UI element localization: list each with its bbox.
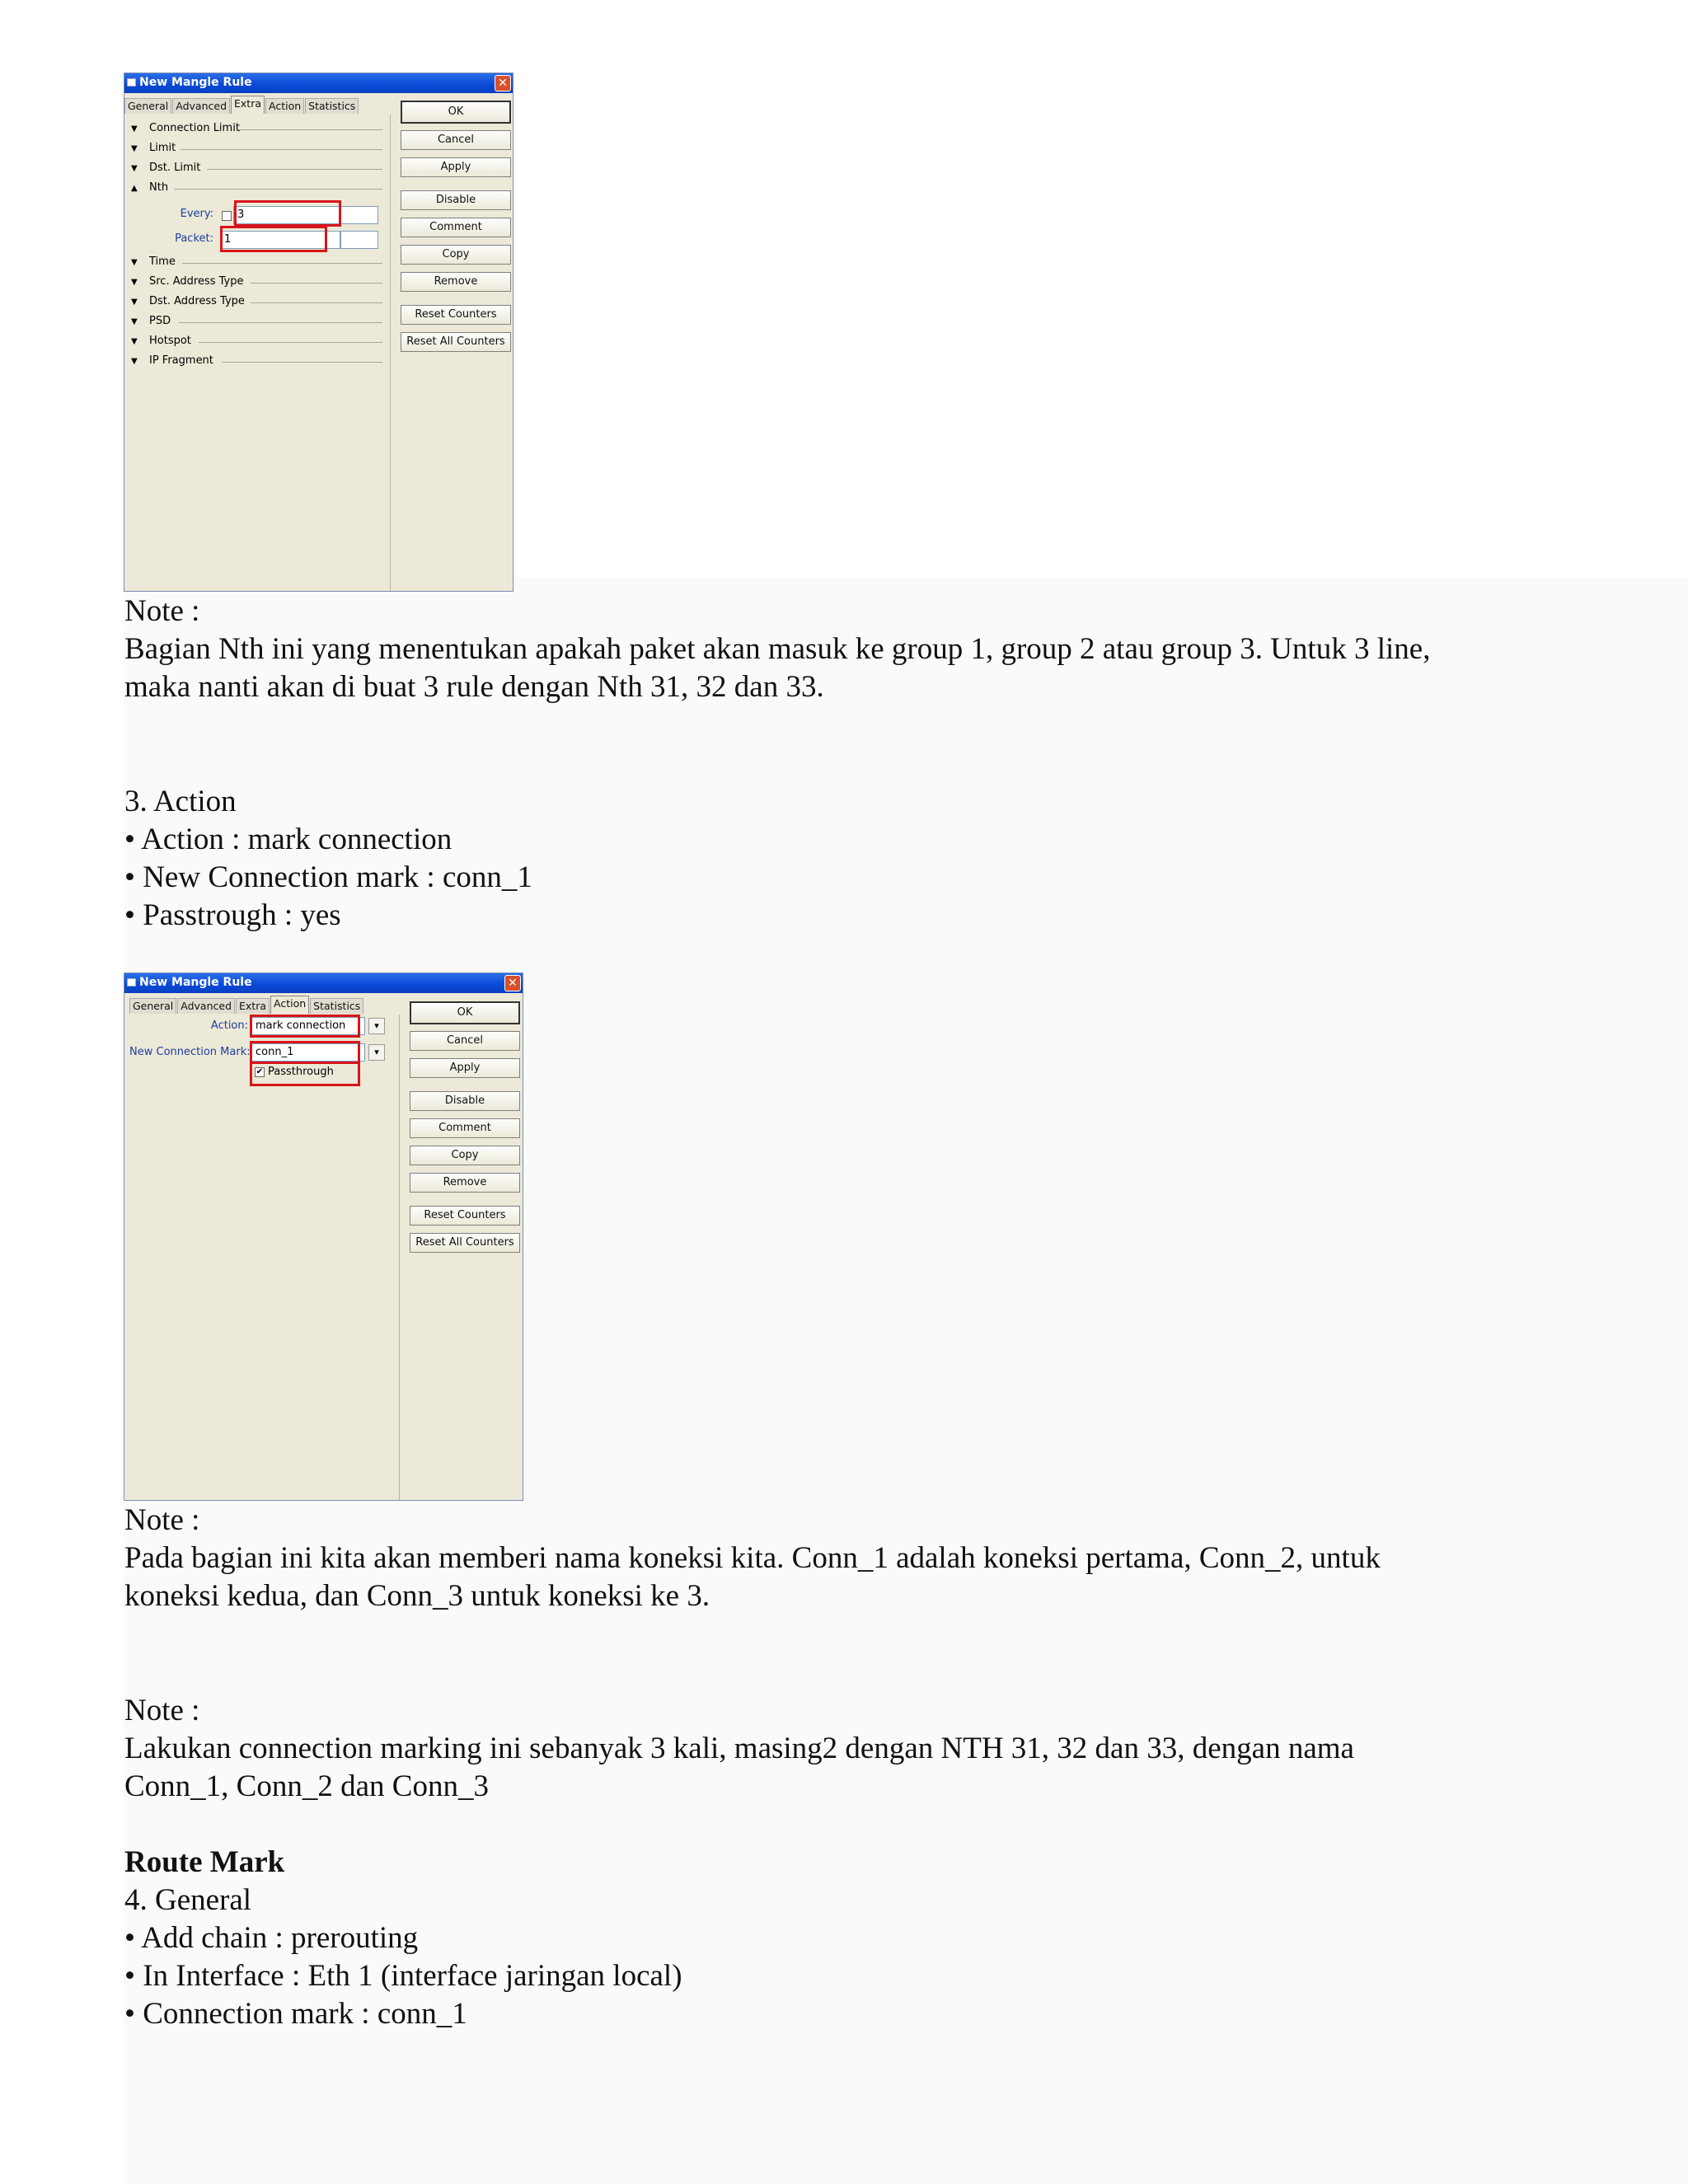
note1-heading: Note : [124,594,200,628]
route-mark-step: 4. General [124,1883,252,1917]
action-select[interactable]: mark connection [251,1017,365,1035]
comment-button[interactable]: Comment [401,218,511,237]
window-icon [127,78,136,87]
close-icon[interactable]: ✕ [495,75,511,91]
dialog-title: New Mangle Rule [139,76,252,89]
conn-mark-highlight [250,1041,360,1064]
tab-bar [129,998,364,1015]
every-highlight [234,200,341,227]
section-connection-limit[interactable]: ▼ Connection Limit [131,120,240,137]
new-connection-mark-label: New Connection Mark: [129,1046,251,1058]
step3-heading: 3. Action [124,785,237,818]
route-mark-bullet-conn-mark: • Connection mark : conn_1 [124,1997,467,2031]
route-mark-bullet-chain: • Add chain : prerouting [124,1921,419,1955]
section-dst-limit[interactable]: ▼ Dst. Limit [131,160,200,176]
chevron-down-icon[interactable]: ▾ [368,1018,385,1034]
action-highlight [250,1015,360,1038]
disable-button[interactable]: Disable [401,190,511,210]
section-dst-address-type[interactable]: ▼ Dst. Address Type [131,293,245,310]
tab-action[interactable]: Action [265,98,304,114]
packet-second-input[interactable] [340,231,378,249]
action-form-pane [124,1015,400,1500]
expand-arrow-icon: ▼ [131,164,138,173]
step3-bullet-passthrough: • Passtrough : yes [124,898,341,932]
tab-action[interactable]: Action [270,996,309,1014]
ok-button[interactable]: OK [410,1001,520,1024]
remove-button[interactable]: Remove [410,1173,520,1193]
disable-button[interactable]: Disable [410,1091,520,1111]
copy-button[interactable]: Copy [410,1146,520,1165]
tab-advanced[interactable]: Advanced [172,98,230,114]
step3-bullet-conn-mark: • New Connection mark : conn_1 [124,860,532,894]
passthrough-highlight [250,1062,360,1086]
apply-button[interactable]: Apply [401,157,511,177]
expand-arrow-icon: ▼ [131,124,138,134]
tab-general[interactable]: General [129,998,176,1014]
dialog-titlebar[interactable] [124,973,523,993]
remove-button[interactable]: Remove [401,272,511,292]
section-nth[interactable]: ▲ Nth [131,180,168,196]
comment-button[interactable]: Comment [410,1118,520,1138]
cancel-button[interactable]: Cancel [410,1031,520,1051]
close-icon[interactable]: ✕ [504,975,521,991]
note3-line2: Conn_1, Conn_2 dan Conn_3 [124,1769,489,1803]
tab-statistics[interactable]: Statistics [310,998,363,1014]
note2-line1: Pada bagian ini kita akan memberi nama koneksi kita. Conn_1 adalah koneksi pertama, Conn_2, untuk [124,1541,1381,1575]
checkbox-check-icon: ✔ [256,1066,264,1076]
expand-arrow-icon: ▼ [131,144,138,153]
chevron-down-icon[interactable]: ▾ [368,1044,385,1061]
tab-statistics[interactable]: Statistics [305,98,359,114]
every-second-input[interactable] [340,206,378,224]
route-mark-bullet-interface: • In Interface : Eth 1 (interface jaringan local) [124,1959,682,1993]
note1-line1: Bagian Nth ini yang menentukan apakah paket akan masuk ke group 1, group 2 atau group 3. Untuk 3 line, [124,632,1431,666]
packet-input[interactable]: 1 [220,231,340,249]
section-psd[interactable]: ▼ PSD [131,313,171,330]
expand-arrow-icon: ▼ [131,278,138,287]
route-mark-heading: Route Mark [124,1845,285,1879]
note3-heading: Note : [124,1694,200,1727]
packet-label: Packet: [175,232,213,245]
tab-extra[interactable]: Extra [231,96,265,114]
collapse-arrow-icon: ▲ [131,184,138,193]
note1-line2: maka nanti akan di buat 3 rule dengan Nth 31, 32 dan 33. [124,670,824,704]
dialog-titlebar[interactable] [124,73,513,93]
note3-line1: Lakukan connection marking ini sebanyak 3 kali, masing2 dengan NTH 31, 32 dan 33, dengan nama [124,1732,1354,1765]
section-time[interactable]: ▼ Time [131,254,176,270]
expand-arrow-icon: ▼ [131,298,138,307]
reset-all-counters-button[interactable]: Reset All Counters [410,1233,520,1253]
tab-extra[interactable]: Extra [236,998,270,1014]
apply-button[interactable]: Apply [410,1058,520,1078]
button-column [391,98,513,591]
reset-counters-button[interactable]: Reset Counters [410,1206,520,1226]
expand-arrow-icon: ▼ [131,337,138,346]
expand-arrow-icon: ▼ [131,258,138,267]
tab-general[interactable]: General [124,98,171,114]
cancel-button[interactable]: Cancel [401,130,511,150]
note2-heading: Note : [124,1503,200,1537]
section-ip-fragment[interactable]: ▼ IP Fragment [131,353,213,369]
tab-bar [124,98,359,115]
mangle-rule-dialog-action [124,972,523,1501]
section-limit[interactable]: ▼ Limit [131,140,176,157]
expand-arrow-icon: ▼ [131,317,138,326]
note2-line2: koneksi kedua, dan Conn_3 untuk koneksi ke 3. [124,1579,710,1613]
tab-advanced[interactable]: Advanced [177,998,235,1014]
section-hotspot[interactable]: ▼ Hotspot [131,333,191,349]
window-icon [127,978,136,987]
every-checkbox[interactable] [222,211,232,221]
button-column [400,998,523,1500]
every-input[interactable]: 3 [233,206,340,224]
ok-button[interactable]: OK [401,101,511,124]
step3-bullet-action: • Action : mark connection [124,823,452,856]
action-label: Action: [210,1019,248,1032]
section-src-address-type[interactable]: ▼ Src. Address Type [131,274,244,290]
extra-sections-pane [124,115,391,591]
dialog-title: New Mangle Rule [139,976,252,989]
reset-counters-button[interactable]: Reset Counters [401,305,511,325]
expand-arrow-icon: ▼ [131,357,138,366]
reset-all-counters-button[interactable]: Reset All Counters [401,332,511,352]
mangle-rule-dialog-extra [124,73,513,592]
packet-highlight [220,226,327,252]
every-label: Every: [180,208,213,220]
copy-button[interactable]: Copy [401,245,511,265]
new-connection-mark-input[interactable]: conn_1 [251,1043,365,1062]
passthrough-label: Passthrough [268,1066,334,1078]
